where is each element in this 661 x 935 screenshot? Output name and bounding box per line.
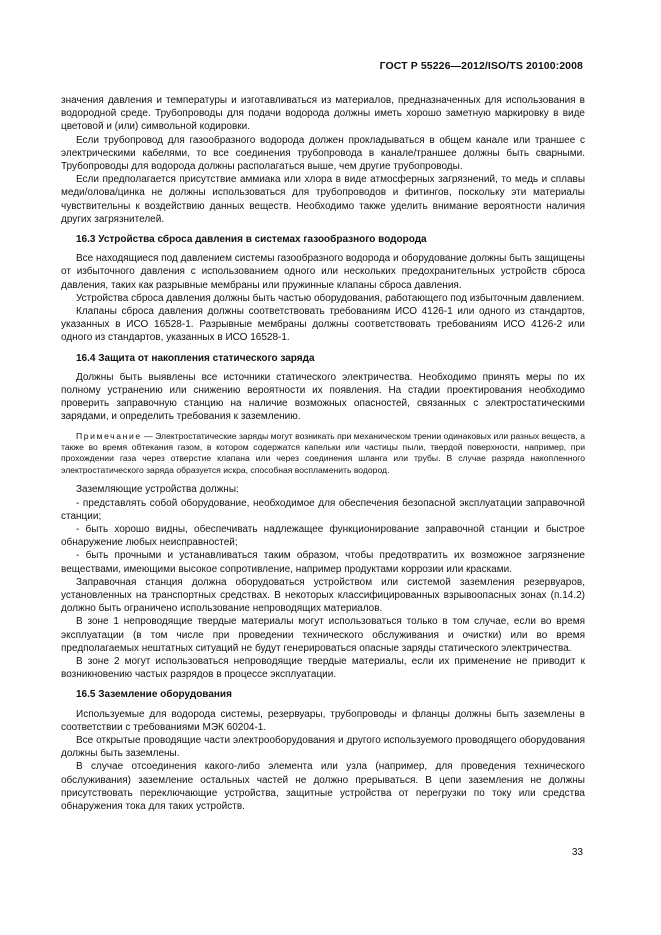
note-label: Примечание bbox=[76, 430, 142, 441]
page-content bbox=[61, 94, 585, 813]
section-16-3-paragraph-3: Клапаны сброса давления должны соответствовать требованиям ИСО 4126-1 или одного из стандартов, указанных в ИСО 16528-1. Разрывные мембраны должны соответствовать требованиям ИСО 4126-2 или одного из стандартов, указанных в ИСО 16528-1. bbox=[61, 306, 585, 344]
grounding-intro: Заземляющие устройства должны: bbox=[76, 484, 239, 496]
section-16-4-after-1: Заправочная станция должна оборудоваться устройством или системой заземления резервуаров, установленных на транспортных средствах. В некоторых классифицированных взрывоопасных зонах (п.14.2) должно быть ограничено использование непроводящих материалов. bbox=[61, 576, 585, 615]
section-16-5-heading: 16.5 Заземление оборудования bbox=[76, 689, 232, 701]
intro-paragraph-2: Если трубопровод для газообразного водорода должен прокладываться в общем канале или траншее с электрическими кабелями, то все соединения трубопровода в канале/траншее должны быть сварными. Трубопроводы для водорода должны располагаться выше, чем другие трубопроводы. bbox=[61, 134, 585, 173]
section-16-3-heading: 16.3 Устройства сброса давления в системах газообразного водорода bbox=[76, 234, 427, 246]
section-16-3-paragraph-1: Все находящиеся под давлением системы газообразного водорода и оборудование должны быть защищены от избыточного давления с использованием одного или нескольких предохранительных устройств сброса давления, таких как разрывные мембраны или пружинные клапаны сброса давления. bbox=[61, 253, 585, 291]
section-16-5-paragraph-1: Используемые для водорода системы, резервуары, трубопроводы и фланцы должны быть заземлены в соответствии с требованиями МЭК 60204-1. bbox=[61, 708, 585, 733]
intro-paragraph-3: Если предполагается присутствие аммиака или хлора в виде атмосферных загрязнений, то медь и сплавы меди/олова/цинка не должны использоваться для трубопроводов и фитингов, поскольку эти материалы чувствительны к воздействию данных веществ. Необходимо также уделить внимание вероятности наличия других загрязнителей. bbox=[61, 174, 585, 225]
grounding-list-item-1: - представлять собой оборудование, необходимое для обеспечения безопасной эксплуатации заправочной станции; bbox=[61, 497, 585, 522]
section-16-4-after-3: В зоне 2 могут использоваться непроводящие твердые материалы, если их применение не приводит к возникновению частых разрядов в процессе эксплуатации. bbox=[61, 655, 585, 681]
section-16-5-paragraph-3: В случае отсоединения какого-либо элемента или узла (например, для проведения технического обслуживания) заземление остальных частей не должно прерываться. В цепи заземления не должны присутствовать переключающие устройства, защитные устройства от перегрузки по току или средства обнаружения тока для таких устройств. bbox=[61, 761, 585, 812]
intro-paragraph-1: значения давления и температуры и изготавливаться из материалов, предназначенных для использования в водородной среде. Трубопроводы для подачи водорода должны иметь хорошо заметную маркировку в виде цветовой и (или) символьной кодировки. bbox=[61, 95, 585, 133]
grounding-list-item-2: - быть хорошо видны, обеспечивать надлежащее функционирование заправочной станции и быстрое обнаружение любых неисправностей; bbox=[61, 523, 585, 549]
note-paragraph bbox=[61, 431, 585, 477]
section-16-3-paragraph-2: Устройства сброса давления должны быть частью оборудования, работающего под избыточным давлением. bbox=[76, 292, 585, 304]
section-16-4-heading: 16.4 Защита от накопления статического заряда bbox=[76, 352, 315, 364]
grounding-list-item-3: - быть прочными и устанавливаться таким образом, чтобы предотвратить их возможное загрязнение веществами, имеющими высокое сопротивление, например продуктами коррозии или красками. bbox=[61, 550, 585, 575]
page-number: 33 bbox=[571, 847, 583, 858]
page-header-title: ГОСТ Р 55226—2012/ISO/TS 20100:2008 bbox=[379, 60, 583, 72]
section-16-4-paragraph-1: Должны быть выявлены все источники статического электричества. Необходимо принять меры по их полному устранению или снижению вероятности их появления. На стадии проектирования необходимо проверить заправочную станцию на наличие возможных опасностей, связанных с электростатическими зарядами, и определить требования к заземлению. bbox=[61, 371, 585, 423]
note-text: — Электростатические заряды могут возникать при механическом трении одинаковых или разных веществ, а также во время обтекания газом, в котором содержатся капельки или частицы пыли, твердой поверхности, например, при прохождении газа через отверстие клапана или через соединения шланга или трубы. В случае разряда накопленного электростатического заряда образуется искра, способная воспламенить водород. bbox=[61, 430, 585, 475]
section-16-5-paragraph-2: Все открытые проводящие части электрооборудования и другого используемого проводящего оборудования должны быть заземлены. bbox=[61, 734, 585, 760]
section-16-4-after-2: В зоне 1 непроводящие твердые материалы могут использоваться только в том случае, если во время эксплуатации (в том числе при проведении технического обслуживания и очистки) или во время предполагаемых нештатных ситуаций не будут генерироваться опасные заряды статического электричества. bbox=[61, 616, 585, 654]
